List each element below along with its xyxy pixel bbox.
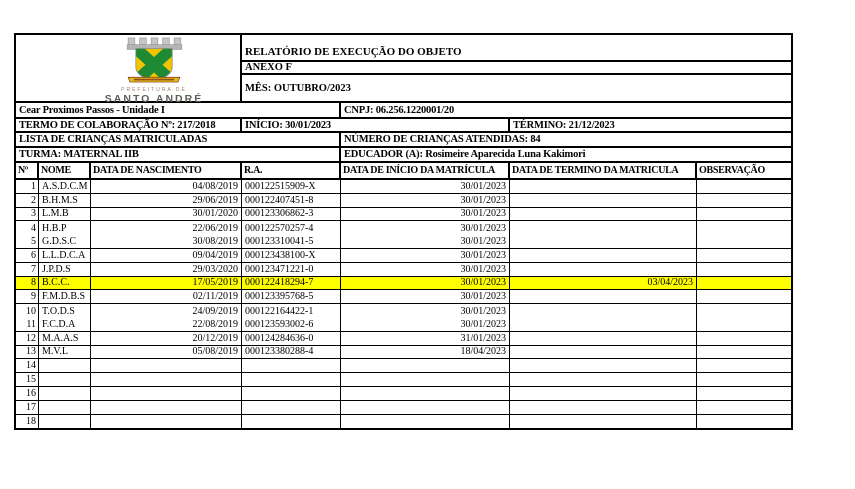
cell-name: L.L.D.C.A (39, 249, 91, 262)
cell-observation (697, 235, 791, 248)
cell-ra (242, 359, 341, 372)
cell-name: M.V.L (39, 346, 91, 359)
table-row (16, 221, 791, 235)
cell-observation (697, 415, 791, 429)
cell-birthdate (91, 415, 242, 429)
cell-observation (697, 332, 791, 345)
table-row (16, 332, 791, 346)
cell-enrollment-start: 30/01/2023 (341, 318, 510, 331)
report-document (14, 33, 793, 430)
cell-enrollment-start (341, 359, 510, 372)
cell-birthdate: 09/04/2019 (91, 249, 242, 262)
cell-ra (242, 401, 341, 414)
cell-birthdate: 20/12/2019 (91, 332, 242, 345)
cell-ra: 000123593002-6 (242, 318, 341, 331)
cell-ra (242, 387, 341, 400)
cell-number: 7 (16, 263, 39, 276)
start-date: INÍCIO: 30/01/2023 (242, 119, 510, 131)
cell-ra: 000123438100-X (242, 249, 341, 262)
table-row (16, 235, 791, 249)
cell-ra: 000123380288-4 (242, 346, 341, 359)
educator-name: EDUCADOR (A): Rosimeire Aparecida Luna Kakimori (344, 149, 586, 160)
table-row (16, 359, 791, 373)
cell-enrollment-start: 30/01/2023 (341, 194, 510, 207)
cell-enrollment-end (510, 415, 697, 429)
table-row (16, 304, 791, 318)
cell-birthdate: 30/08/2019 (91, 235, 242, 248)
cell-observation (697, 221, 791, 235)
coat-of-arms-icon (115, 37, 193, 83)
col-header-birthdate: DATA DE NASCIMENTO (91, 163, 242, 178)
cell-ra: 000123395768-5 (242, 290, 341, 303)
cell-observation (697, 318, 791, 331)
cell-enrollment-end (510, 346, 697, 359)
cell-ra (242, 373, 341, 386)
agreement-number: TERMO DE COLABORAÇÃO Nº: 217/2018 (16, 119, 242, 131)
logo-cell (16, 35, 242, 105)
cell-birthdate (91, 401, 242, 414)
cell-birthdate: 29/06/2019 (91, 194, 242, 207)
cell-enrollment-end (510, 180, 697, 193)
info-row-unit (16, 103, 791, 119)
cell-enrollment-end (510, 318, 697, 331)
cell-observation (697, 263, 791, 276)
cell-name: M.A.A.S (39, 332, 91, 345)
cell-number: 14 (16, 359, 39, 372)
table-row (16, 401, 791, 415)
cell-enrollment-end: 03/04/2023 (510, 277, 697, 290)
cell-enrollment-start: 31/01/2023 (341, 332, 510, 345)
cell-observation (697, 401, 791, 414)
cell-observation (697, 359, 791, 372)
report-title: RELATÓRIO DE EXECUÇÃO DO OBJETO (242, 35, 791, 62)
cell-name: B.H.M.S (39, 194, 91, 207)
cell-enrollment-start: 30/01/2023 (341, 180, 510, 193)
cell-enrollment-end (510, 387, 697, 400)
cell-number: 11 (16, 318, 39, 331)
cell-birthdate: 02/11/2019 (91, 290, 242, 303)
cell-number: 8 (16, 277, 39, 290)
cell-ra: 000123310041-5 (242, 235, 341, 248)
cell-enrollment-end (510, 221, 697, 235)
cell-ra (242, 415, 341, 429)
cell-birthdate: 22/08/2019 (91, 318, 242, 331)
cell-birthdate: 05/08/2019 (91, 346, 242, 359)
info-row-agreement (16, 119, 791, 133)
cell-enrollment-end (510, 359, 697, 372)
cell-enrollment-start: 30/01/2023 (341, 290, 510, 303)
cell-ra: 000122515909-X (242, 180, 341, 193)
cell-name (39, 387, 91, 400)
cell-ra: 000124284636-0 (242, 332, 341, 345)
cell-name: T.O.D.S (39, 304, 91, 318)
table-row (16, 180, 791, 194)
table-row (16, 346, 791, 360)
cell-number: 16 (16, 387, 39, 400)
cell-enrollment-end (510, 332, 697, 345)
cell-enrollment-start: 30/01/2023 (341, 221, 510, 235)
cell-observation (697, 208, 791, 221)
cell-enrollment-start: 30/01/2023 (341, 277, 510, 290)
cell-number: 18 (16, 415, 39, 429)
cell-name: H.B.P (39, 221, 91, 235)
children-attended-count: NÚMERO DE CRIANÇAS ATENDIDAS: 84 (344, 134, 541, 145)
document-header (16, 35, 791, 103)
end-date: TÉRMINO: 21/12/2023 (513, 119, 615, 131)
unit-name: Cear Proximos Passos - Unidade I (16, 103, 341, 117)
cell-name: L.M.B (39, 208, 91, 221)
table-row (16, 318, 791, 332)
cell-birthdate: 30/01/2020 (91, 208, 242, 221)
cell-birthdate: 17/05/2019 (91, 277, 242, 290)
cell-name (39, 359, 91, 372)
table-row (16, 373, 791, 387)
table-row (16, 249, 791, 263)
col-header-observation: OBSERVAÇÃO (699, 165, 765, 176)
cell-birthdate (91, 387, 242, 400)
cell-number: 13 (16, 346, 39, 359)
cell-birthdate: 29/03/2020 (91, 263, 242, 276)
cell-enrollment-end (510, 401, 697, 414)
cell-enrollment-end (510, 249, 697, 262)
cell-name: G.D.S.C (39, 235, 91, 248)
cell-enrollment-end (510, 263, 697, 276)
cell-observation (697, 290, 791, 303)
cell-name: F.M.D.B.S (39, 290, 91, 303)
cell-number: 2 (16, 194, 39, 207)
cell-number: 17 (16, 401, 39, 414)
cell-number: 5 (16, 235, 39, 248)
cell-enrollment-start: 30/01/2023 (341, 235, 510, 248)
info-row-list (16, 133, 791, 148)
cell-enrollment-end (510, 235, 697, 248)
cell-observation (697, 249, 791, 262)
info-row-class (16, 148, 791, 163)
city-hall-logo (94, 37, 214, 105)
cell-birthdate: 04/08/2019 (91, 180, 242, 193)
cell-birthdate (91, 373, 242, 386)
cell-enrollment-start (341, 415, 510, 429)
cell-enrollment-start: 30/01/2023 (341, 249, 510, 262)
cell-number: 6 (16, 249, 39, 262)
col-header-name: NOME (39, 163, 91, 178)
cnpj-value: CNPJ: 06.256.1220001/20 (344, 104, 455, 116)
cell-name: J.P.D.S (39, 263, 91, 276)
cell-name: A.S.D.C.M (39, 180, 91, 193)
table-body (16, 180, 791, 428)
cell-number: 15 (16, 373, 39, 386)
table-row (16, 415, 791, 429)
cell-enrollment-start: 30/01/2023 (341, 208, 510, 221)
class-name: TURMA: MATERNAL IIB (16, 148, 341, 161)
table-row (16, 277, 791, 291)
cell-number: 4 (16, 221, 39, 235)
cell-ra: 000122570257-4 (242, 221, 341, 235)
cell-name (39, 401, 91, 414)
cell-name: F.C.D.A (39, 318, 91, 331)
cell-observation (697, 277, 791, 290)
cell-enrollment-end (510, 208, 697, 221)
cell-ra: 000122418294-7 (242, 277, 341, 290)
cell-observation (697, 180, 791, 193)
cell-enrollment-start (341, 373, 510, 386)
table-header-row (16, 163, 791, 180)
table-row (16, 194, 791, 208)
cell-enrollment-start: 18/04/2023 (341, 346, 510, 359)
cell-observation (697, 346, 791, 359)
col-header-number: Nº (16, 163, 39, 178)
report-month: MÊS: OUTUBRO/2023 (245, 82, 351, 94)
cell-number: 9 (16, 290, 39, 303)
cell-number: 1 (16, 180, 39, 193)
cell-name (39, 373, 91, 386)
cell-birthdate (91, 359, 242, 372)
col-header-enrollment-end: DATA DE TERMINO DA MATRICULA (510, 163, 697, 178)
cell-birthdate: 24/09/2019 (91, 304, 242, 318)
cell-enrollment-start: 30/01/2023 (341, 304, 510, 318)
cell-number: 3 (16, 208, 39, 221)
cell-name: B.C.C. (39, 277, 91, 290)
cell-observation (697, 194, 791, 207)
cell-enrollment-start (341, 401, 510, 414)
header-titles (242, 35, 791, 101)
cell-observation (697, 304, 791, 318)
table-row (16, 208, 791, 222)
logo-subtitle: PREFEITURA DE (121, 87, 187, 93)
cell-enrollment-end (510, 304, 697, 318)
cell-number: 12 (16, 332, 39, 345)
cell-name (39, 415, 91, 429)
cell-enrollment-end (510, 290, 697, 303)
cell-observation (697, 387, 791, 400)
list-title: LISTA DE CRIANÇAS MATRICULADAS (16, 133, 341, 146)
col-header-ra: R.A. (242, 163, 341, 178)
cell-ra: 000122164422-1 (242, 304, 341, 318)
table-row (16, 263, 791, 277)
cell-number: 10 (16, 304, 39, 318)
table-row (16, 290, 791, 304)
table-row (16, 387, 791, 401)
cell-ra: 000122407451-8 (242, 194, 341, 207)
logo-city-name: SANTO ANDRÉ (104, 93, 204, 105)
col-header-enrollment-start: DATA DE INÍCIO DA MATRÍCULA (341, 163, 510, 178)
report-annex: ANEXO F (242, 62, 791, 75)
cell-enrollment-end (510, 373, 697, 386)
cell-enrollment-start: 30/01/2023 (341, 263, 510, 276)
cell-observation (697, 373, 791, 386)
cell-enrollment-start (341, 387, 510, 400)
cell-birthdate: 22/06/2019 (91, 221, 242, 235)
cell-enrollment-end (510, 194, 697, 207)
cell-ra: 000123306862-3 (242, 208, 341, 221)
cell-ra: 000123471221-0 (242, 263, 341, 276)
